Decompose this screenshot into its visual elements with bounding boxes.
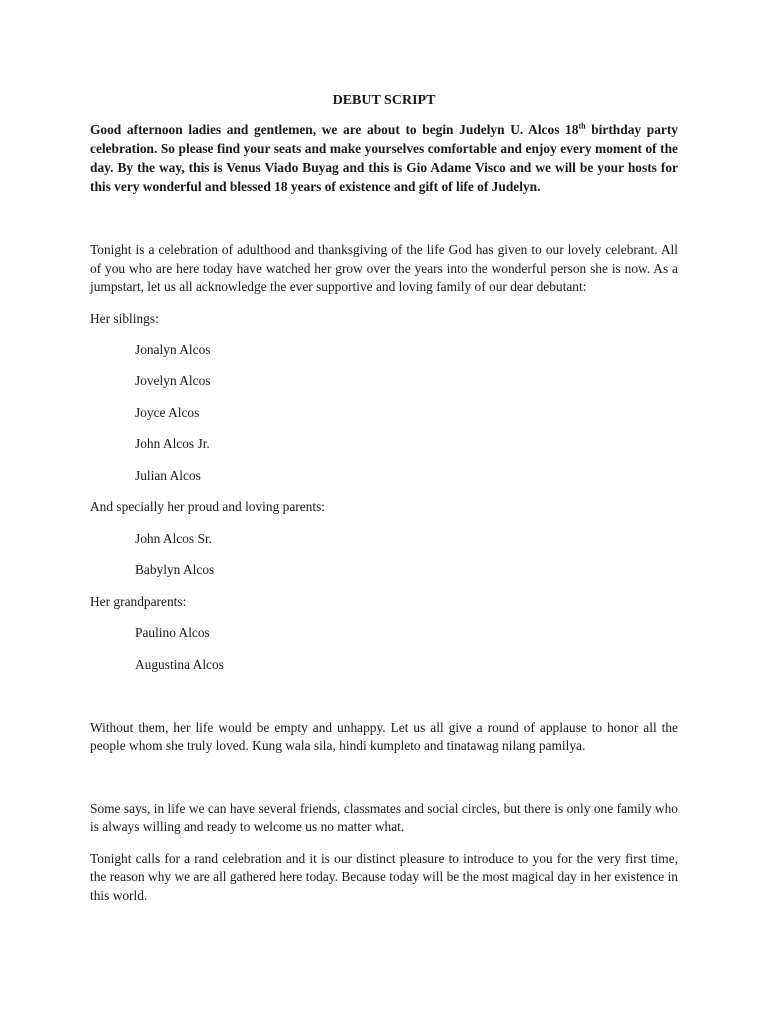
parent-name: Babylyn Alcos [135, 562, 215, 577]
intro-paragraph [90, 120, 678, 196]
intro-ordinal-suffix: th [578, 121, 586, 131]
parents-label: And specially her proud and loving parents: [90, 499, 326, 514]
without-paragraph: Without them, her life would be empty and unhappy. Let us all give a round of applause to honor all the people whom she truly loved. Kung wala sila, hindi kumpleto and tinatawag nilang pamilya. [90, 719, 678, 753]
tonight-calls-paragraph: Tonight calls for a rand celebration and it is our distinct pleasure to introduce to you for the very first time, the reason why we are all gathered here today. Because today will be the most magical day in her existence in this world. [90, 850, 678, 903]
tonight-paragraph: Tonight is a celebration of adulthood and thanksgiving of the life God has given to our lovely celebrant. All of you who are here today have watched her grow over the years into the wonderful person she is now. As a jumpstart, let us all acknowledge the ever supportive and loving family of our dear debutant: [90, 242, 678, 294]
sibling-name: Julian Alcos [135, 467, 201, 483]
sibling-name: Jovelyn Alcos [135, 373, 211, 388]
sibling-name: John Alcos Jr. [135, 436, 210, 451]
document-page [90, 92, 678, 905]
intro-text-end: birthday party celebration. So please find your seats and make yourselves comfortable and enjoy every moment of the day. By the way, this is Venus Viado Buyag and this is Gio Adame Visco and we will be your hosts for this very wonderful and blessed 18 years of existence and gift of life of Judelyn. [90, 122, 678, 194]
intro-text-start: Good afternoon ladies and gentlemen, we are about to begin Judelyn U. Alcos 18 [90, 122, 579, 137]
sibling-name: Joyce Alcos [135, 404, 200, 420]
grandparent-name: Augustina Alcos [135, 656, 224, 672]
document-title: DEBUT SCRIPT [332, 93, 436, 108]
some-says-paragraph: Some says, in life we can have several friends, classmates and social circles, but there is only one family who is always willing and ready to welcome us no matter what. [90, 800, 678, 834]
sibling-name: Jonalyn Alcos [135, 341, 211, 357]
grandparent-name: Paulino Alcos [135, 625, 210, 640]
parent-name: John Alcos Sr. [135, 530, 213, 546]
siblings-label: Her siblings: [90, 310, 159, 326]
grandparents-label: Her grandparents: [90, 593, 187, 609]
